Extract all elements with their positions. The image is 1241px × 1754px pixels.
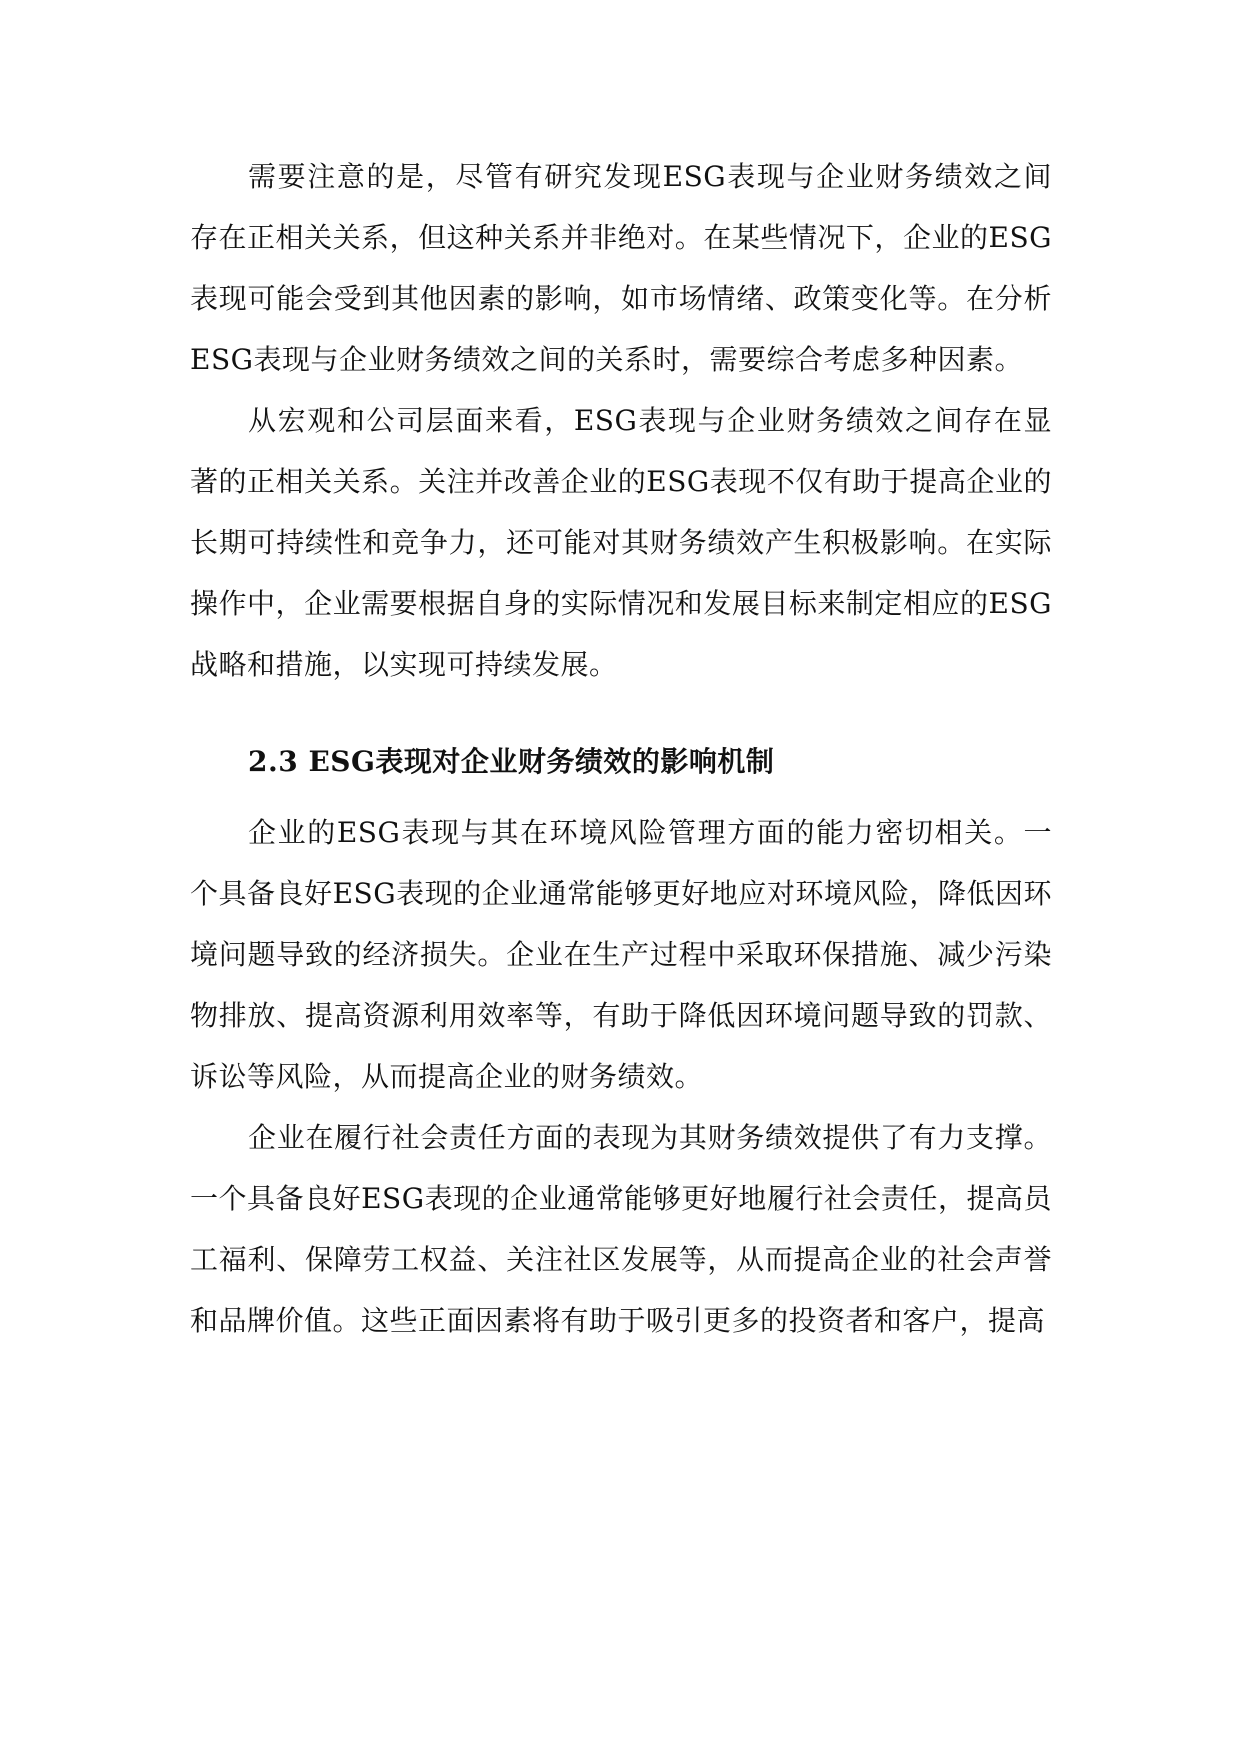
document-body [190,146,1052,1351]
section-heading: 2.3 ESG表现对企业财务绩效的影响机制 [248,745,775,778]
paragraph: 企业的ESG表现与其在环境风险管理方面的能力密切相关。一个具备良好ESG表现的企业通常能够更好地应对环境风险，降低因环境问题导致的经济损失。企业在生产过程中采取环保措施、减少污染物排放、提高资源利用效率等，有助于降低因环境问题导致的罚款、诉讼等风险，从而提高企业的财务绩效。 [190,816,1052,1093]
paragraph: 从宏观和公司层面来看，ESG表现与企业财务绩效之间存在显著的正相关关系。关注并改善企业的ESG表现不仅有助于提高企业的长期可持续性和竞争力，还可能对其财务绩效产生积极影响。在实际操作中，企业需要根据自身的实际情况和发展目标来制定相应的ESG战略和措施，以实现可持续发展。 [190,404,1052,681]
paragraph: 需要注意的是，尽管有研究发现ESG表现与企业财务绩效之间存在正相关关系，但这种关系并非绝对。在某些情况下，企业的ESG表现可能会受到其他因素的影响，如市场情绪、政策变化等。在分析ESG表现与企业财务绩效之间的关系时，需要综合考虑多种因素。 [190,160,1052,376]
paragraph: 企业在履行社会责任方面的表现为其财务绩效提供了有力支撑。一个具备良好ESG表现的企业通常能够更好地履行社会责任，提高员工福利、保障劳工权益、关注社区发展等，从而提高企业的社会声誉和品牌价值。这些正面因素将有助于吸引更多的投资者和客户，提高 [190,1121,1052,1337]
